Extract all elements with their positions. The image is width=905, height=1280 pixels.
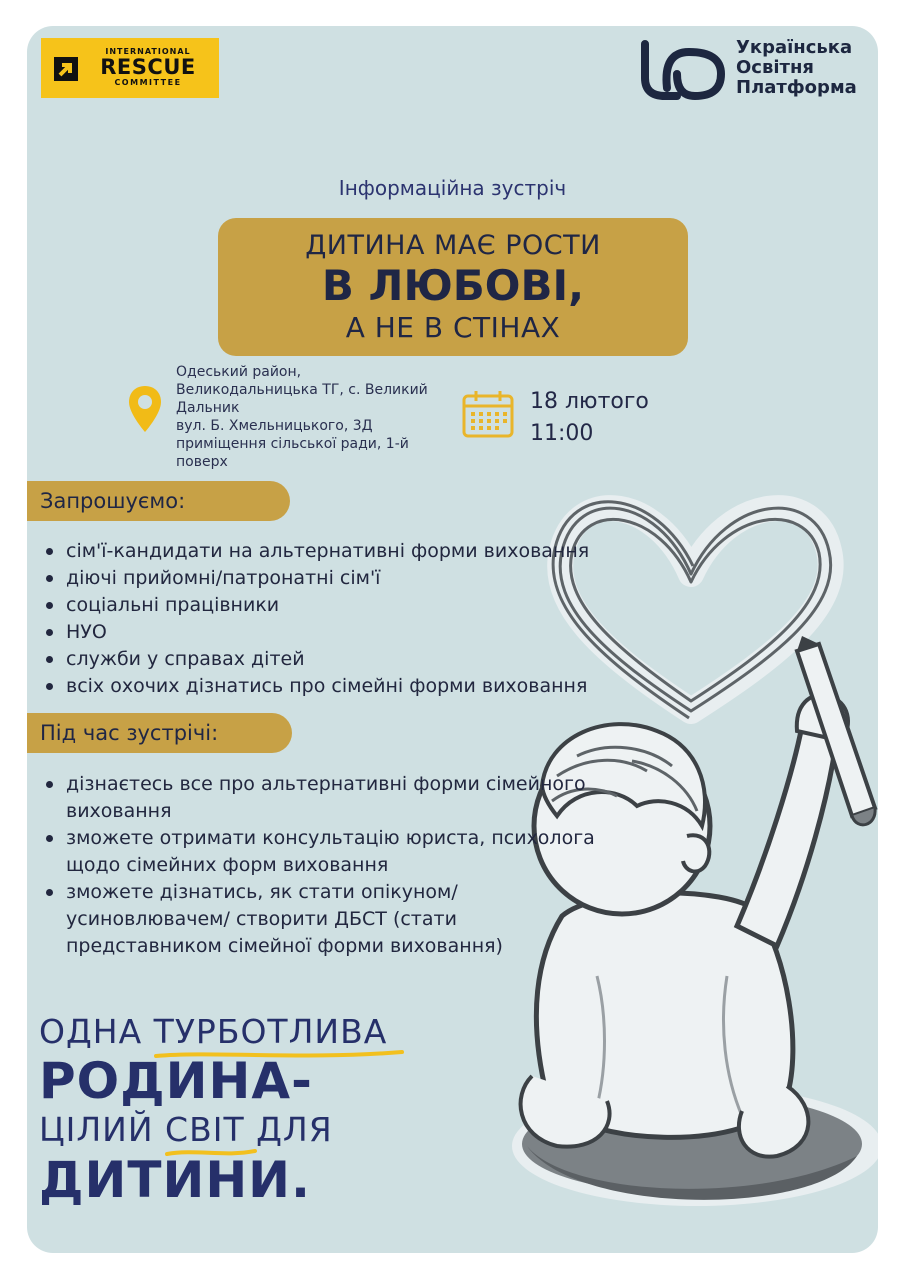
calendar-icon	[461, 389, 515, 439]
event-date: 18 лютого	[530, 389, 649, 414]
list-item-line: виховання	[66, 800, 172, 822]
invite-heading: Запрошуємо:	[27, 481, 290, 521]
uop-mark-icon	[637, 38, 729, 102]
uop-line3: Платформа	[736, 77, 857, 98]
list-item	[44, 879, 664, 960]
slogan-word: СВІТ	[165, 1110, 245, 1149]
list-item-line: зможете отримати консультацію юриста, психолога	[66, 827, 595, 849]
underline-stroke	[154, 1047, 404, 1061]
irc-arrow-icon	[51, 54, 81, 84]
underline-stroke	[165, 1145, 257, 1159]
address-line1: Одеський район,	[176, 364, 302, 380]
slogan-line3	[39, 1109, 387, 1151]
title-line1: ДИТИНА МАЄ РОСТИ	[305, 230, 601, 261]
uop-line1: Українська	[736, 37, 853, 58]
list-item-line: щодо сімейних форм виховання	[66, 854, 389, 876]
address-line6: поверх	[176, 454, 228, 470]
event-datetime	[530, 386, 649, 450]
slogan-line2: РОДИНА-	[39, 1052, 313, 1110]
list-item: всіх охочих дізнатись про сімейні форми виховання	[44, 673, 684, 700]
slogan-word: ОДНА	[39, 1012, 143, 1051]
slogan-line4: ДИТИНИ.	[39, 1151, 312, 1209]
title-line3: А НЕ В СТІНАХ	[345, 311, 561, 344]
list-item	[44, 825, 664, 879]
title-banner	[218, 218, 688, 356]
slogan-underlined-word	[165, 1109, 245, 1151]
meeting-list	[44, 771, 664, 960]
event-time: 11:00	[530, 421, 594, 446]
list-item: НУО	[44, 619, 684, 646]
list-item-line: усиновлювачем/ створити ДБСТ (стати	[66, 908, 457, 930]
irc-logo	[41, 38, 219, 98]
uop-wordmark	[736, 38, 857, 98]
uop-logo	[637, 36, 877, 104]
irc-line3: COMMITTEE	[114, 78, 182, 87]
irc-line2: RESCUE	[100, 55, 196, 79]
uop-line2: Освітня	[736, 57, 814, 78]
irc-line1: INTERNATIONAL	[105, 47, 191, 56]
slogan-line1	[39, 1011, 387, 1053]
address-line4: вул. Б. Хмельницького, 3Д	[176, 418, 373, 434]
title-line2: В ЛЮБОВІ,	[321, 261, 585, 310]
slogan-word: ДЛЯ	[256, 1110, 333, 1149]
event-type: Інформаційна зустріч	[338, 176, 567, 200]
slogan-underlined-word	[154, 1011, 388, 1053]
poster	[27, 26, 878, 1253]
slogan-word: ТУРБОТЛИВА	[153, 1012, 388, 1051]
list-item: соціальні працівники	[44, 592, 684, 619]
list-item	[44, 771, 664, 825]
list-item-line: дізнаєтесь все про альтернативні форми сімейного	[66, 773, 586, 795]
list-item-line: представником сімейної форми виховання)	[66, 935, 503, 957]
address	[176, 363, 466, 471]
address-line3: Дальник	[176, 400, 240, 416]
location-pin-icon	[127, 384, 163, 436]
slogan-word: ЦІЛИЙ	[39, 1110, 154, 1149]
address-line2: Великодальницька ТГ, с. Великий	[176, 382, 428, 398]
list-item: діючі прийомні/патронатні сім'ї	[44, 565, 684, 592]
address-line5: приміщення сільської ради, 1-й	[176, 436, 409, 452]
meeting-heading: Під час зустрічі:	[27, 713, 292, 753]
list-item: сім'ї-кандидати на альтернативні форми виховання	[44, 538, 684, 565]
list-item: служби у справах дітей	[44, 646, 684, 673]
list-item-line: зможете дізнатись, як стати опікуном/	[66, 881, 458, 903]
invite-list	[44, 538, 684, 700]
irc-wordmark	[85, 47, 211, 87]
slogan	[39, 1011, 387, 1209]
